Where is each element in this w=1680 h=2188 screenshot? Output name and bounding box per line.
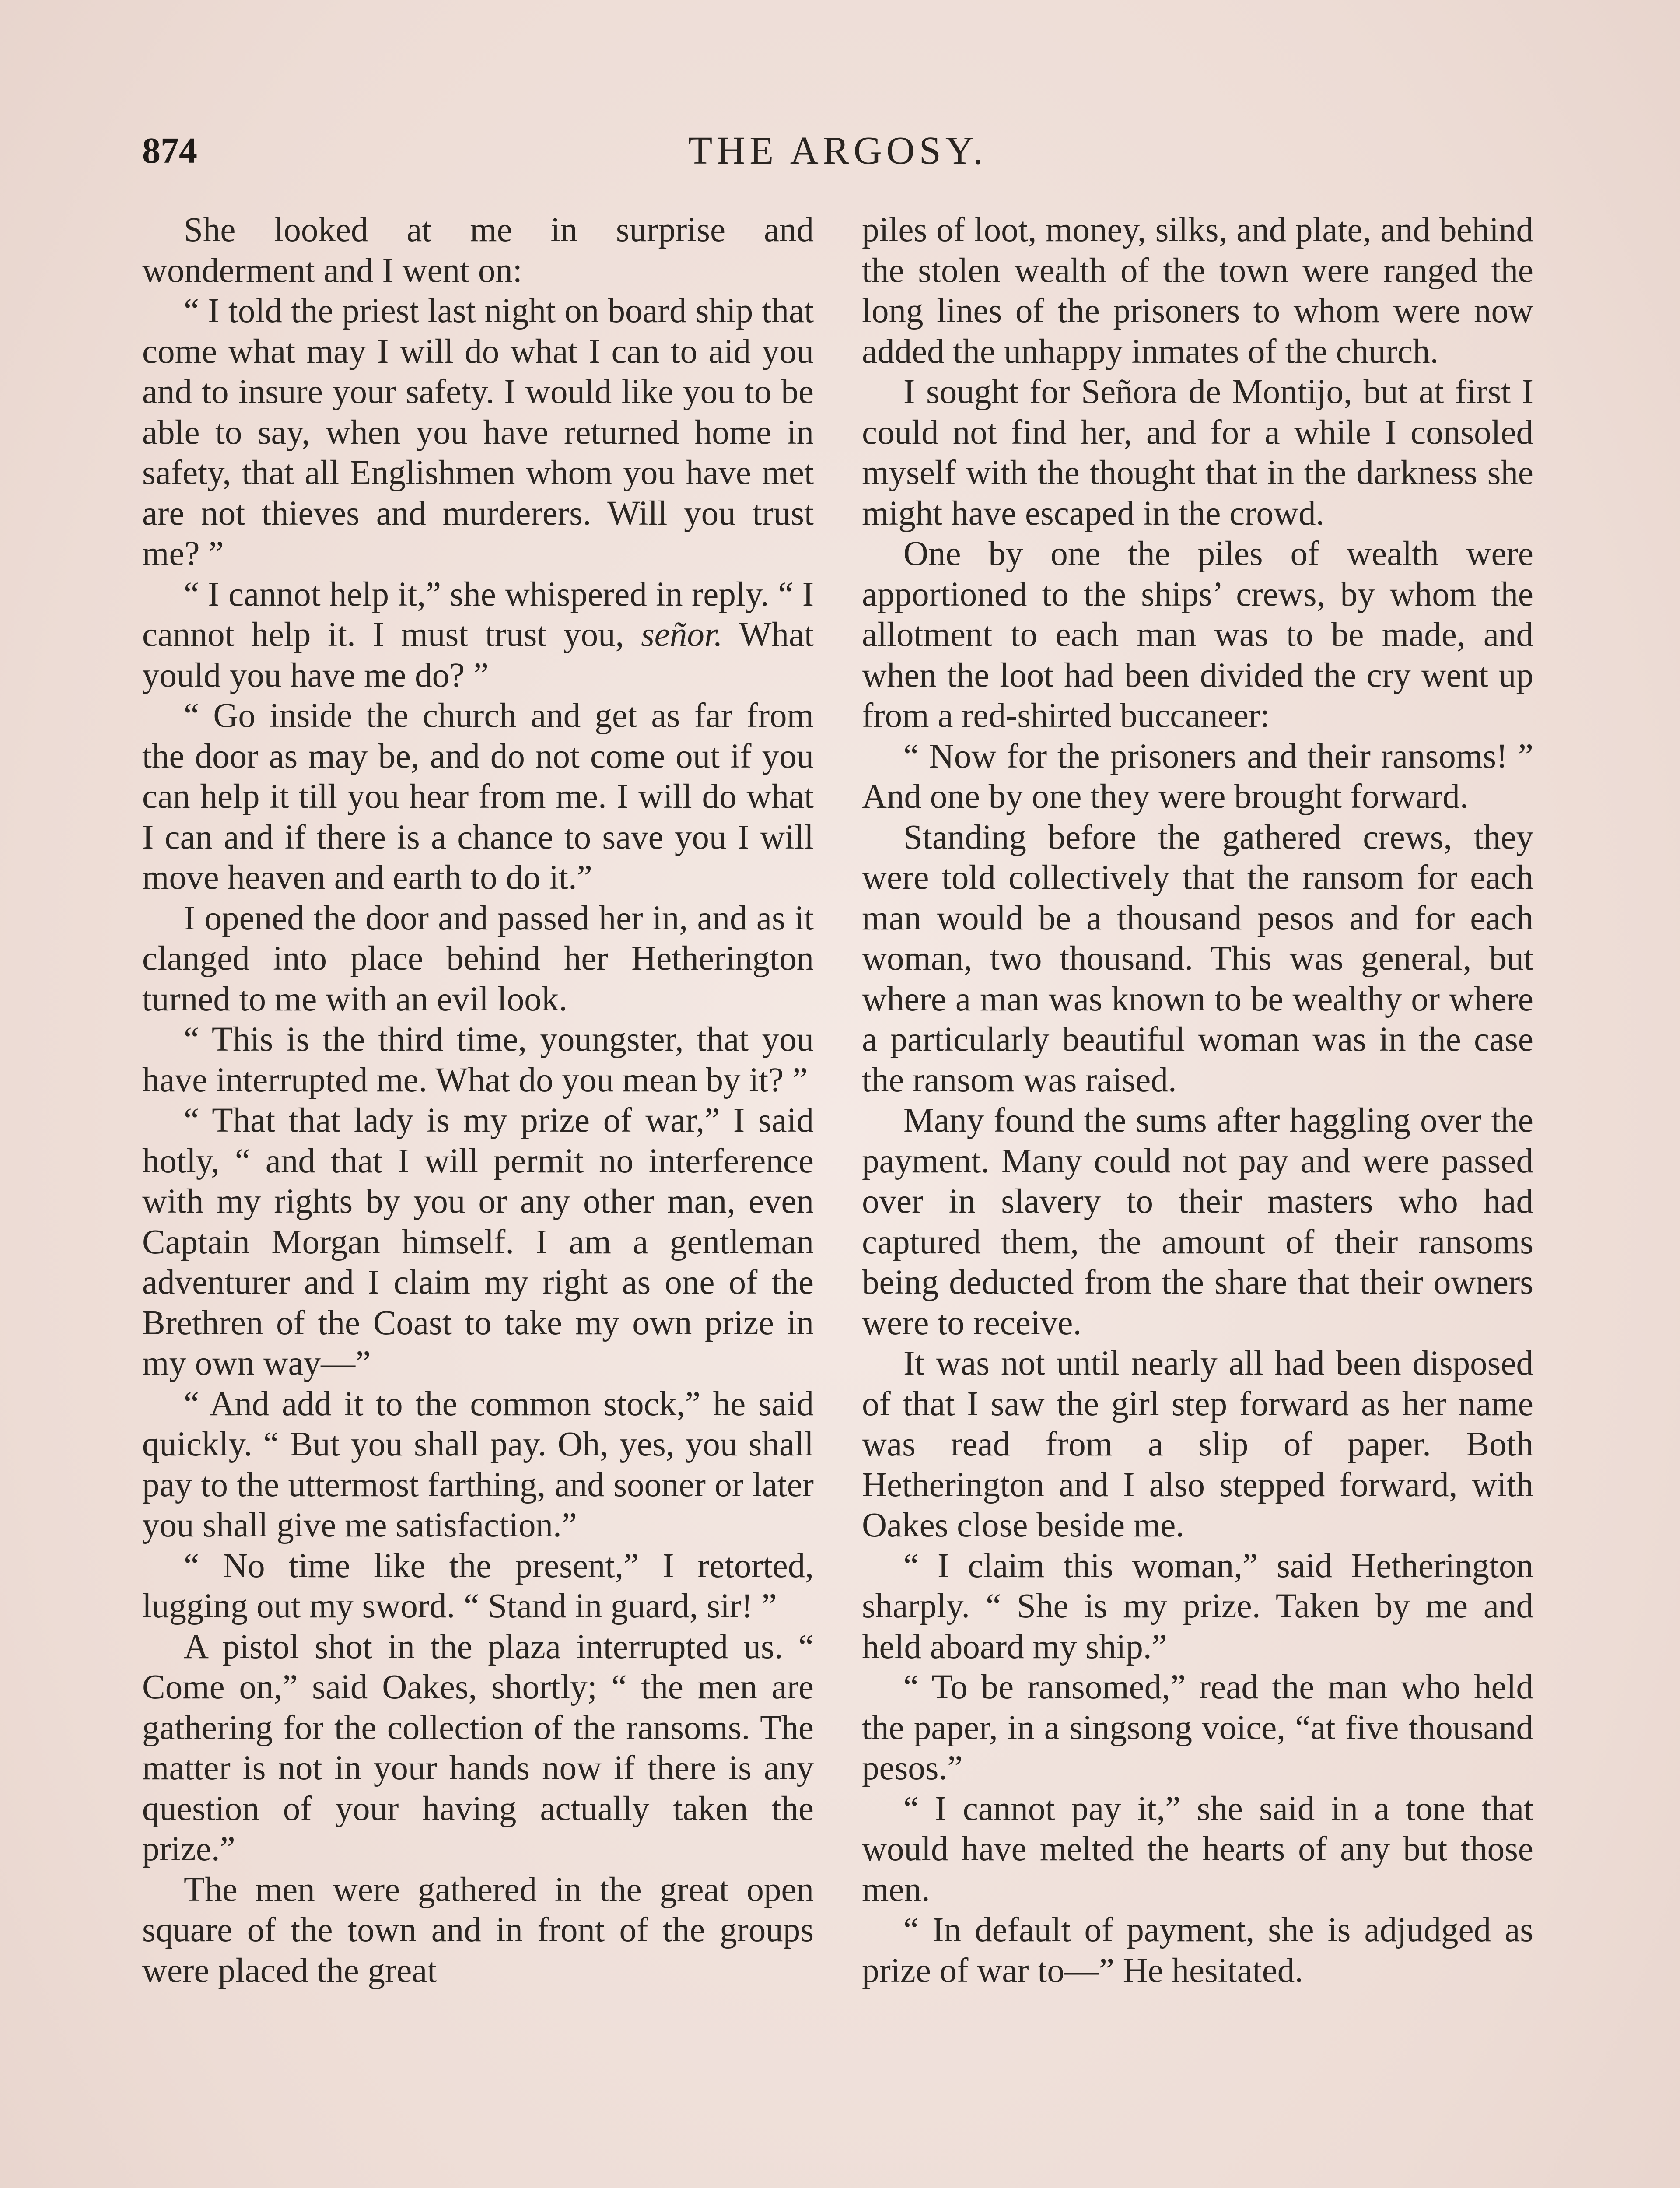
paragraph (142, 575, 814, 696)
paragraph: piles of loot, money, silks, and plate, and behind the stolen wealth of the town were ranged the long lines of the prisoners to whom were now added the unhappy inmates of the church. (862, 211, 1533, 371)
paragraph: “ Now for the prisoners and their ransoms! ” And one by one they were brought forward. (862, 737, 1533, 816)
paragraph: “ Go inside the church and get as far from the door as may be, and do not come out if you can help it till you hear from me. I will do what I can and if there is a chance to save you I will move heaven and earth to do it.” (142, 697, 814, 897)
paragraph: A pistol shot in the plaza interrupted us. “ Come on,” said Oakes, shortly; “ the men are gathering for the collection of the ransoms. The matter is not in your hands now if there is any question of your having actually taken the prize.” (142, 1627, 814, 1868)
paragraph-text: What yould you have me do? ” (142, 616, 814, 694)
paragraph: “ I cannot pay it,” she said in a tone that would have melted the hearts of any but those men. (862, 1789, 1533, 1909)
running-head: THE ARGOSY. (688, 129, 987, 172)
paragraph: The men were gathered in the great open square of the town and in front of the groups were placed the great (142, 1870, 814, 1990)
paragraph: It was not until nearly all had been disposed of that I saw the girl step forward as her name was read from a slip of paper. Both Hetherington and I also stepped forward, with Oakes close beside me. (862, 1344, 1533, 1544)
page-number: 874 (142, 130, 197, 171)
paragraph: She looked at me in surprise and wonderment and I went on: (142, 211, 814, 290)
paragraph: “ I claim this woman,” said Hetherington sharply. “ She is my prize. Taken by me and held aboard my ship.” (862, 1546, 1533, 1666)
paragraph: One by one the piles of wealth were apportioned to the ships’ crews, by whom the allotment to each man was to be made, and when the loot had been divided the cry went up from a red-shirted buccaneer: (862, 535, 1533, 735)
paragraph: “ I told the priest last night on board ship that come what may I will do what I can to aid you and to insure your safety. I would like you to be able to say, when you have returned home in safety, that all Englishmen whom you have met are not thieves and murderers. Will you trust me? ” (142, 292, 814, 573)
paragraph: I sought for Señora de Montijo, but at first I could not find her, and for a while I consoled myself with the thought that in the darkness she might have escaped in the crowd. (862, 373, 1533, 533)
paragraph: “ That that lady is my prize of war,” I said hotly, “ and that I will permit no interference with my rights by you or any other man, even Captain Morgan himself. I am a gentleman adventurer and I claim my right as one of the Brethren of the Coast to take my own prize in my own way—” (142, 1101, 814, 1382)
page-header (142, 127, 1533, 179)
paragraph: “ To be ransomed,” read the man who held the paper, in a singsong voice, “at five thousand pesos.” (862, 1668, 1533, 1787)
paragraph: “ No time like the present,” I retorted, lugging out my sword. “ Stand in guard, sir! ” (142, 1546, 814, 1625)
paragraph: “ This is the third time, youngster, that you have interrupted me. What do you mean by it? ” (142, 1020, 814, 1099)
paragraph: I opened the door and passed her in, and as it clanged into place behind her Hetherington turned to me with an evil look. (142, 899, 814, 1018)
emphasis-word: señor. (641, 616, 723, 654)
paragraph-text: “ I cannot help it,” she whispered in reply. “ I cannot help it. I must trust you, (142, 575, 814, 654)
paragraph: “ In default of payment, she is adjudged as prize of war to—” He hesitated. (862, 1911, 1533, 1990)
paragraph: “ And add it to the common stock,” he said quickly. “ But you shall pay. Oh, yes, you shall pay to the uttermost farthing, and sooner or later you shall give me satisfaction.” (142, 1385, 814, 1544)
paragraph: Many found the sums after haggling over the payment. Many could not pay and were passed over in slavery to their masters who had captured them, the amount of their ransoms being deducted from the share that their owners were to receive. (862, 1101, 1533, 1342)
left-column (142, 210, 814, 2188)
right-column (862, 210, 1533, 2188)
paragraph: Standing before the gathered crews, they were told collectively that the ransom for each man would be a thousand pesos and for each woman, two thousand. This was general, but where a man was known to be wealthy or where a particularly beautiful woman was in the case the ransom was raised. (862, 818, 1533, 1099)
